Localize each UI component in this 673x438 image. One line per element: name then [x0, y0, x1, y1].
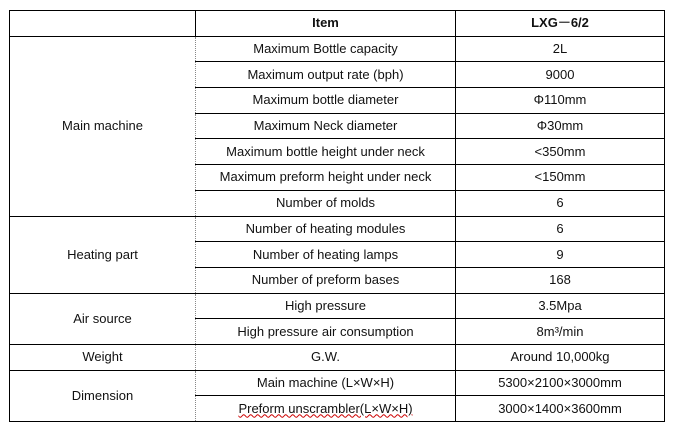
table-row: [10, 36, 665, 62]
header-row: [10, 11, 665, 37]
group-weight: Weight: [10, 344, 196, 370]
table-row: [10, 293, 665, 319]
header-model: LXG－6/2: [456, 11, 665, 37]
item-cell: Maximum preform height under neck: [196, 165, 456, 191]
value-cell: 6: [456, 216, 665, 242]
value-cell: 5300×2100×3000mm: [456, 370, 665, 396]
group-air-source: Air source: [10, 293, 196, 344]
group-heating-part: Heating part: [10, 216, 196, 293]
item-cell: Maximum Neck diameter: [196, 113, 456, 139]
item-cell: Maximum bottle diameter: [196, 88, 456, 114]
value-cell: 9000: [456, 62, 665, 88]
item-cell: Number of preform bases: [196, 267, 456, 293]
value-cell: <150mm: [456, 165, 665, 191]
header-item: Item: [196, 11, 456, 37]
item-cell: G.W.: [196, 344, 456, 370]
table-row: [10, 344, 665, 370]
value-cell: 3000×1400×3600mm: [456, 396, 665, 422]
value-cell: Φ30mm: [456, 113, 665, 139]
item-cell: High pressure air consumption: [196, 319, 456, 345]
header-group: [10, 11, 196, 37]
item-cell: Number of heating modules: [196, 216, 456, 242]
group-main-machine: Main machine: [10, 36, 196, 216]
item-cell: Maximum bottle height under neck: [196, 139, 456, 165]
item-cell: Number of heating lamps: [196, 242, 456, 268]
table-row: [10, 216, 665, 242]
group-dimension: Dimension: [10, 370, 196, 421]
value-cell: 2L: [456, 36, 665, 62]
item-cell: Maximum output rate (bph): [196, 62, 456, 88]
item-cell: Maximum Bottle capacity: [196, 36, 456, 62]
table-row: [10, 370, 665, 396]
value-cell: Φ110mm: [456, 88, 665, 114]
item-cell: Preform unscrambler(L×W×H): [196, 396, 456, 422]
value-cell: Around 10,000kg: [456, 344, 665, 370]
value-cell: 8m³/min: [456, 319, 665, 345]
item-cell: Number of molds: [196, 190, 456, 216]
value-cell: 168: [456, 267, 665, 293]
value-cell: 3.5Mpa: [456, 293, 665, 319]
item-cell: Main machine (L×W×H): [196, 370, 456, 396]
value-cell: <350mm: [456, 139, 665, 165]
value-cell: 9: [456, 242, 665, 268]
value-cell: 6: [456, 190, 665, 216]
item-cell: High pressure: [196, 293, 456, 319]
spec-table: [9, 10, 665, 422]
